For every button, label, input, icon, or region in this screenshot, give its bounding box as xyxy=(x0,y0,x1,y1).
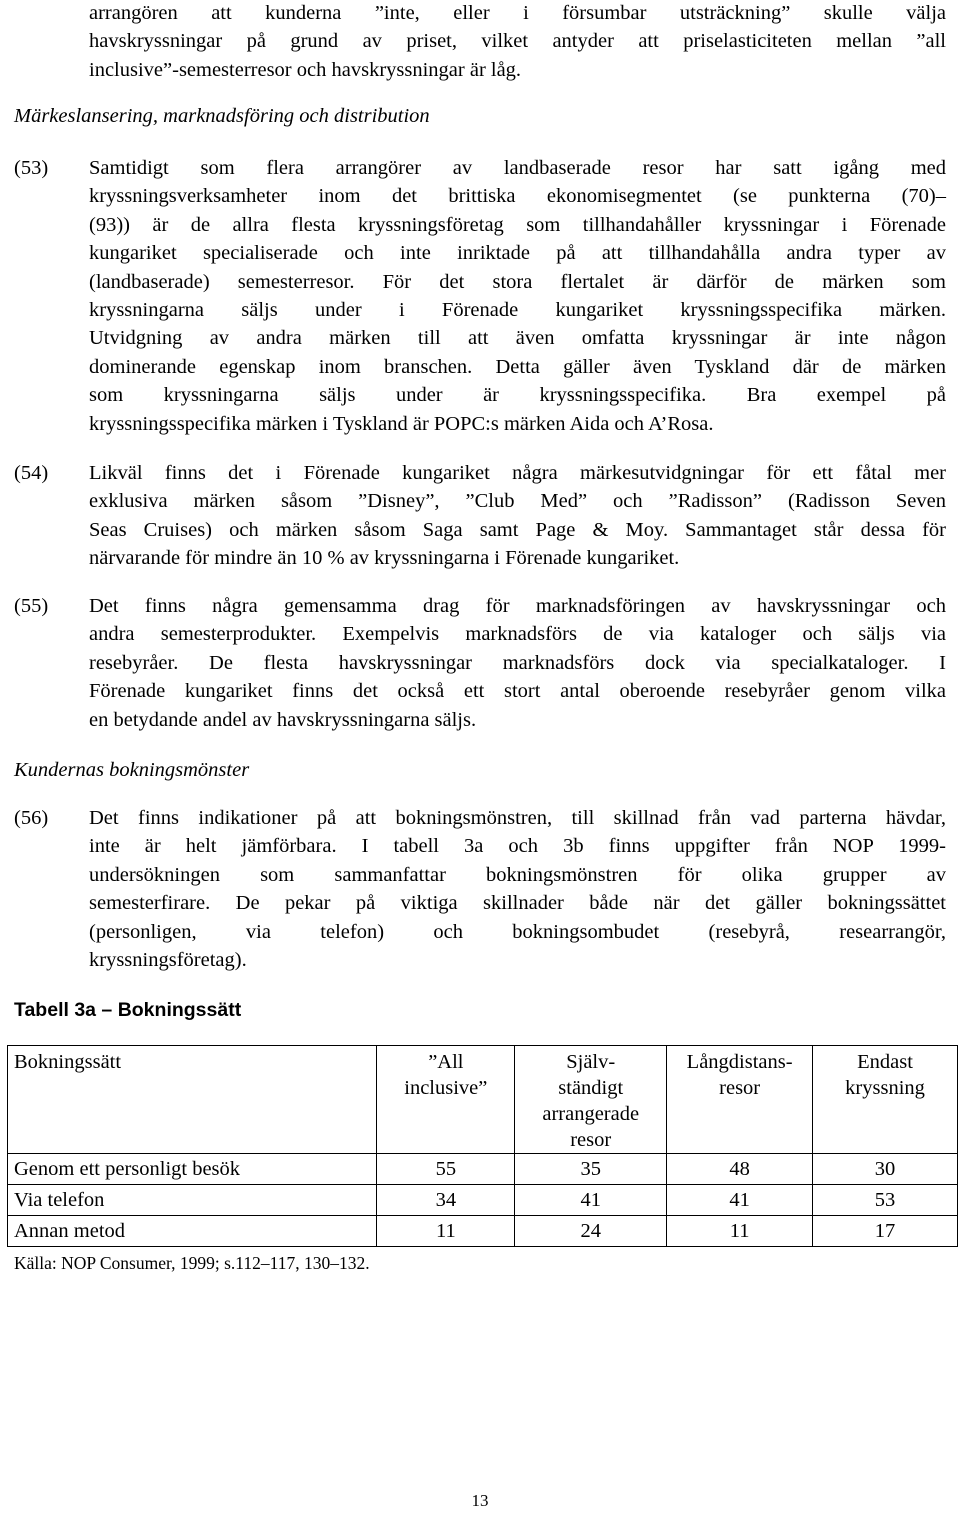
table-cell: 35 xyxy=(515,1154,667,1185)
header-line: Bokningssätt xyxy=(14,1051,122,1073)
paragraph-55 xyxy=(89,592,946,734)
paragraph-53 xyxy=(89,154,946,438)
text-line: havskryssningar på grund av priset, vilket antyder att priselasticiteten mellan ”all xyxy=(89,30,946,53)
table-cell: Via telefon xyxy=(8,1185,377,1216)
text-line: exklusiva märken såsom ”Disney”, ”Club Med” och ”Radisson” (Radisson Seven xyxy=(89,490,946,513)
text-line: kryssningsföretag). xyxy=(89,949,247,972)
paragraph-number: (54) xyxy=(14,462,49,484)
header-line: Själv- xyxy=(566,1051,616,1073)
text-line: Utvidgning av andra märken till att även omfatta kryssningar är inte någon xyxy=(89,327,946,350)
paragraph-number: (56) xyxy=(14,807,49,829)
table-cell: 11 xyxy=(667,1216,813,1247)
table-cell: 55 xyxy=(377,1154,515,1185)
text-line: Förenade kungariket finns det också ett stort antal oberoende resebyråer genom vilka xyxy=(89,680,946,703)
text-line: Samtidigt som flera arrangörer av landbaserade resor har satt igång med xyxy=(89,157,946,179)
text-line: resebyråer. De flesta havskryssningar marknadsförs dock via specialkataloger. I xyxy=(89,651,946,674)
table-cell: Genom ett personligt besök xyxy=(8,1154,377,1185)
paragraph-number: (53) xyxy=(14,157,49,179)
header-line: ständigt xyxy=(558,1077,624,1099)
column-header xyxy=(813,1046,958,1154)
table-cell: 30 xyxy=(813,1154,958,1185)
table-cell: 24 xyxy=(515,1216,667,1247)
text-line: kungariket specialiserade och inte inriktade på att tillhandahålla andra typer av xyxy=(89,242,946,265)
text-line: Likväl finns det i Förenade kungariket några märkesutvidgningar för ett fåtal mer xyxy=(89,462,946,484)
table-title: Tabell 3a – Bokningssätt xyxy=(14,999,242,1021)
column-header xyxy=(667,1046,813,1154)
text-line: en betydande andel av havskryssningarna säljs. xyxy=(89,708,477,731)
booking-table xyxy=(7,1045,958,1247)
page-number: 13 xyxy=(471,1491,489,1510)
header-line: kryssning xyxy=(845,1077,925,1099)
text-line: arrangören att kunderna ”inte, eller i försumbar utsträckning” skulle välja xyxy=(89,2,946,24)
text-line: undersökningen som sammanfattar bokningsmönstren för olika grupper av xyxy=(89,863,946,886)
table-header-row xyxy=(8,1046,958,1154)
text-line: närvarande för mindre än 10 % av kryssningarna i Förenade kungariket. xyxy=(89,547,680,570)
text-line: semesterfirare. De pekar på viktiga skillnader både när det gäller bokningssättet xyxy=(89,892,946,915)
table-cell: 34 xyxy=(377,1185,515,1216)
text-line: dominerande egenskap inom branschen. Detta gäller även Tyskland där de märken xyxy=(89,355,946,378)
table-cell: 41 xyxy=(667,1185,813,1216)
column-header xyxy=(515,1046,667,1154)
table-row xyxy=(8,1216,958,1247)
table-row xyxy=(8,1154,958,1185)
text-line: kryssningsverksamheter inom det brittiska ekonomisegmentet (se punkterna (70)– xyxy=(89,185,946,208)
column-header xyxy=(8,1046,377,1154)
table-cell: 48 xyxy=(667,1154,813,1185)
text-line: inclusive”-semesterresor och havskryssningar är låg. xyxy=(89,58,522,81)
header-line: arrangerade xyxy=(542,1103,640,1125)
table-cell: 11 xyxy=(377,1216,515,1247)
text-line: Seas Cruises) och märken såsom Saga samt Page & Moy. Sammantaget står dessa för xyxy=(89,518,946,541)
text-line: kryssningsspecifika märken i Tyskland är POPC:s märken Aida och A’Rosa. xyxy=(89,412,714,435)
text-line: som kryssningarna säljs under är kryssningsspecifika. Bra exempel på xyxy=(89,384,946,407)
table-source-note: Källa: NOP Consumer, 1999; s.112–117, 130–132. xyxy=(14,1253,370,1273)
text-line: Det finns några gemensamma drag för marknadsföringen av havskryssningar och xyxy=(89,595,946,617)
text-line: inte är helt jämförbara. I tabell 3a och 3b finns uppgifter från NOP 1999- xyxy=(89,835,946,858)
table-cell: Annan metod xyxy=(8,1216,377,1247)
column-header xyxy=(377,1046,515,1154)
text-line: (93)) är de allra flesta kryssningsföretag som tillhandahåller kryssningar i Förenade xyxy=(89,213,946,236)
section-heading-booking: Kundernas bokningsmönster xyxy=(14,759,250,781)
header-line: Endast xyxy=(857,1051,913,1073)
paragraph-56 xyxy=(89,804,946,974)
table-cell: 41 xyxy=(515,1185,667,1216)
text-line: kryssningarna säljs under i Förenade kungariket kryssningsspecifika märken. xyxy=(89,299,946,322)
header-line: Långdistans- xyxy=(686,1051,793,1073)
table-row xyxy=(8,1185,958,1216)
header-line: resor xyxy=(570,1129,612,1151)
section-heading-branding: Märkeslansering, marknadsföring och distribution xyxy=(14,105,430,127)
header-line: inclusive” xyxy=(404,1077,488,1099)
text-line: andra semesterprodukter. Exempelvis marknadsförs de via kataloger och säljs via xyxy=(89,623,946,646)
paragraph-54 xyxy=(89,459,946,573)
intro-paragraph xyxy=(89,0,946,84)
table-cell: 17 xyxy=(813,1216,958,1247)
text-line: Det finns indikationer på att bokningsmönstren, till skillnad från vad parterna hävdar, xyxy=(89,807,946,829)
paragraph-number: (55) xyxy=(14,595,49,617)
header-line: ”All xyxy=(428,1051,464,1073)
header-line: resor xyxy=(719,1077,761,1099)
table-cell: 53 xyxy=(813,1185,958,1216)
text-line: (landbaserade) semesterresor. För det stora flertalet är därför de märken som xyxy=(89,270,946,293)
text-line: (personligen, via telefon) och bokningsombudet (resebyrå, researrangör, xyxy=(89,920,946,943)
